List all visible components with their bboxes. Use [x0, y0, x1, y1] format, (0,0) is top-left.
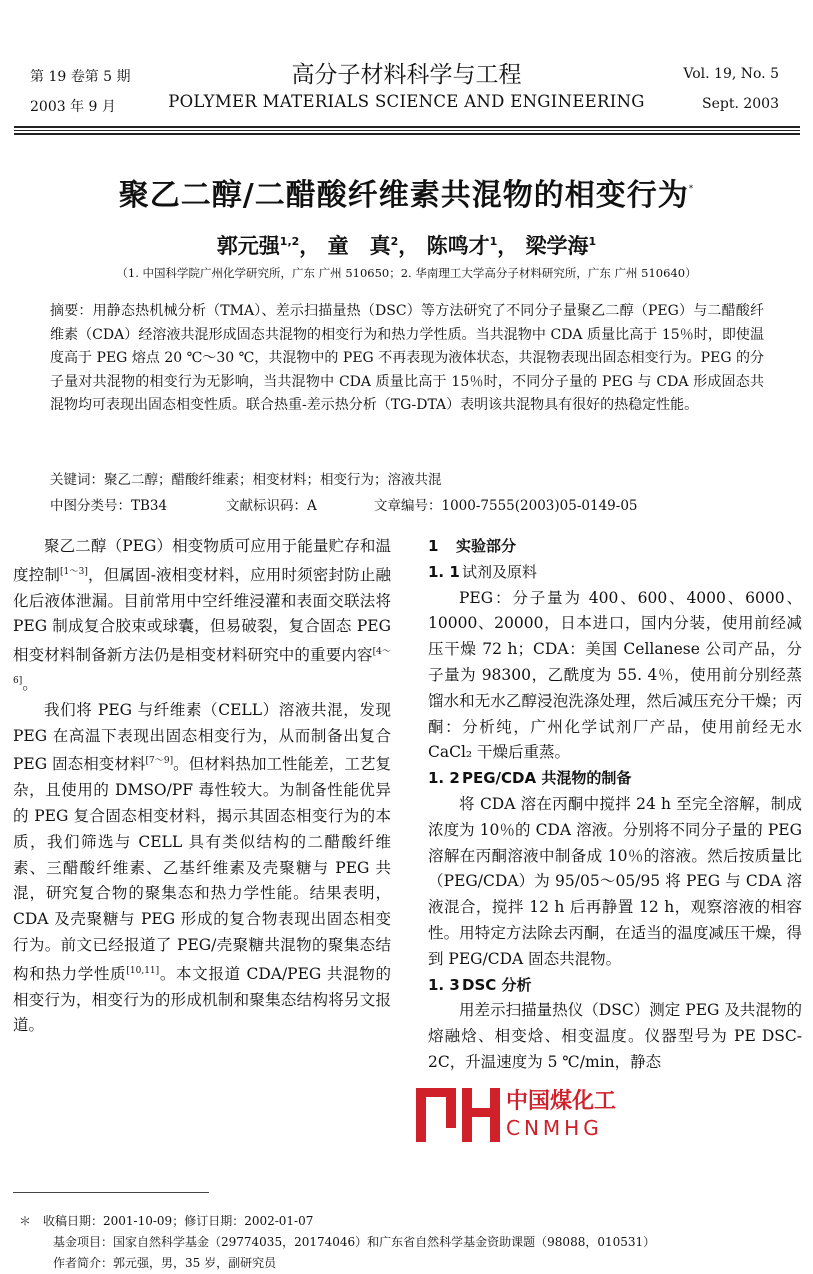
citation: [1～3] [60, 566, 88, 577]
section-number: 1 [428, 537, 439, 555]
left-column [13, 534, 391, 1039]
footnote-received: ＊ 收稿日期：2001-10-09；修订日期：2002-01-07 [19, 1214, 314, 1228]
classification-line [50, 494, 770, 514]
paper-title-text: 聚乙二醇/二醋酸纤维素共混物的相变行为 [118, 178, 689, 213]
footnotes [19, 1211, 656, 1274]
keywords: 关键词：聚乙二醇；醋酸纤维素；相变材料；相变行为；溶液共混 [50, 472, 442, 488]
right-column [428, 534, 802, 1076]
author-affil-mark: 1 [588, 235, 597, 248]
watermark-en-text: CNMHG [506, 1116, 603, 1140]
date-label: 2003 年 9 月 [30, 99, 116, 115]
body-text: 。本文报道 CDA/PEG 共混物的相变行为，相变行为的形成机制和聚集态结构将另文报道。 [13, 964, 391, 1035]
subsection-number: 1. 2 [428, 769, 460, 788]
body-text: 我们将 PEG 与纤维素（CELL）溶液共混，发现 PEG 在高温下表现出固态相变行为，从而制备出复合 PEG 固态相变材料 [13, 700, 391, 774]
author-separator: ， [398, 234, 420, 258]
author-separator: ， [299, 234, 321, 258]
body-text: ，但属固-液相变材料，应用时须密封防止融化后液体泄漏。目前常用中空纤维浸灌和表面交联法将 PEG 制成复合胶束或球囊，但易破裂，复合固态 PEG 相变材料制备新方法仍是相变材料研究中的重要内容 [13, 565, 391, 665]
paper-title [0, 170, 813, 214]
document-code: 文献标识码：A [226, 498, 317, 514]
footnote-bio: 作者简介：郭元强，男，35 岁，副研究员 [53, 1256, 277, 1270]
citation: [10,11] [126, 965, 160, 976]
body-text: 。 [22, 674, 38, 693]
author-name: 郭元强 [216, 234, 280, 258]
intro-paragraph-1 [13, 534, 391, 698]
author-separator: ， [497, 234, 519, 258]
header-divider [14, 126, 800, 137]
subsection-number: 1. 3 [428, 975, 460, 994]
subsection-heading [428, 766, 802, 792]
author-affil-mark: 2 [390, 235, 399, 248]
body-text: 。但材料热加工性能差，工艺复杂，且使用的 DMSO/PF 毒性较大。为制备性能优异的 PEG 复合固态相变材料，揭示其固态相变行为的本质，我们筛选与 CELL 具有类似结构的二醋酸纤维素、三醋酸纤维素、乙基纤维素及壳聚糖与 PEG 共混，研究复合物的聚集态和热力学性能。结果表明，CDA 及壳聚糖与 PEG 形成的复合物表现出固态相变行为。前文已经报道了 PEG/壳聚糖共混物的聚集态结构和热力学性质 [13, 755, 391, 983]
date-en-label: Sept. 2003 [702, 96, 779, 112]
watermark-cn-text: 中国煤化工 [506, 1089, 617, 1114]
journal-title-cn: 高分子材料科学与工程 [291, 62, 522, 88]
footnote-divider [13, 1192, 209, 1193]
watermark-logo [414, 1082, 622, 1144]
citation: [7～9] [145, 756, 174, 767]
clc-number: 中图分类号：TB34 [50, 498, 168, 514]
cnmhg-logo-icon [414, 1082, 504, 1144]
author-list [0, 230, 813, 260]
intro-paragraph-2 [13, 698, 391, 1039]
author-affil-mark: 1 [489, 235, 498, 248]
footnote-fund: 基金项目：国家自然科学基金（29774035，20174046）和广东省自然科学基金资助课题（98088，010531） [53, 1235, 656, 1249]
abstract: 摘要：用静态热机械分析（TMA）、差示扫描量热（DSC）等方法研究了不同分子量聚乙二醇（PEG）与二醋酸纤维素（CDA）经溶液共混形成固态共混物的相变行为和热力学性质。当共混物中 CDA 质量比高于 15％时，即使温度高于 PEG 熔点 20 ℃～30 ℃，共混物中的 PEG 不再表现为液体状态，共混物表现出固态相变行为。PEG 的分子量对共混物的相变行为无影响，当共混物中 CDA 质量比高于 15％时，不同分子量的 PEG 与 CDA 形成固态共混物均可表现出固态相变性质。联合热重-差示热分析（TG-DTA）表明该共混物具有很好的热稳定性能。 [50, 303, 764, 413]
author-name: 梁学海 [525, 234, 589, 258]
citation: [4～6] [13, 647, 391, 686]
subsection-title: DSC 分析 [462, 975, 532, 994]
section-title: 实验部分 [456, 537, 517, 555]
subsection-number: 1. 1 [428, 562, 460, 581]
issue-label: 第 19 卷第 5 期 [30, 69, 131, 85]
section-heading [428, 534, 802, 560]
subsection-heading [428, 973, 802, 999]
author-name: 陈鸣才 [426, 234, 490, 258]
body-text: 聚乙二醇（PEG）相变物质可应用于能量贮存和温度控制 [13, 537, 391, 584]
materials-paragraph: PEG：分子量为 400、600、4000、6000、10000、20000，日本进口，国内分装，使用前经减压干燥 72 h；CDA：美国 Cellanese 公司产品，分子量为 98300，乙酰度为 55. 4％，使用前分别经蒸馏水和无水乙醇浸泡洗涤处理，然后减压充分干燥；丙酮：分析纯，广州化学试剂厂产品，使用前经无水 CaCl₂ 干燥后重蒸。 [428, 588, 802, 762]
subsection-title: 试剂及原料 [462, 562, 538, 581]
preparation-paragraph: 将 CDA 溶在丙酮中搅拌 24 h 至完全溶解，制成浓度为 10％的 CDA 溶液。分别将不同分子量的 PEG 溶解在丙酮溶液中制备成 10％的溶液。然后按质量比（PEG/CDA）为 95/05～05/95 将 PEG 与 CDA 溶液混合，搅拌 12 h 后再静置 12 h，观察溶液的相容性。用特定方法除去丙酮，在适当的温度减压干燥，得到 PEG/CDA 固态共混物。 [428, 794, 802, 968]
affiliation: （1. 中国科学院广州化学研究所，广东 广州 510650；2. 华南理工大学高分子材料研究所，广东 广州 510640） [116, 266, 697, 280]
article-number: 文章编号：1000-7555(2003)05-0149-05 [374, 498, 638, 514]
journal-title-en: POLYMER MATERIALS SCIENCE AND ENGINEERING [168, 92, 645, 111]
subsection-heading [428, 560, 802, 586]
subsection-title: PEG/CDA 共混物的制备 [462, 769, 632, 788]
author-affil-mark: 1,2 [279, 235, 300, 248]
title-footnote-mark: * [688, 184, 695, 194]
volume-label: Vol. 19, No. 5 [683, 66, 779, 82]
author-name: 童 真 [327, 234, 391, 258]
dsc-paragraph: 用差示扫描量热仪（DSC）测定 PEG 及共混物的熔融焓、相变焓、相变温度。仪器型号为 PE DSC-2C，升温速度为 5 ℃/min，静态 [428, 1001, 802, 1071]
